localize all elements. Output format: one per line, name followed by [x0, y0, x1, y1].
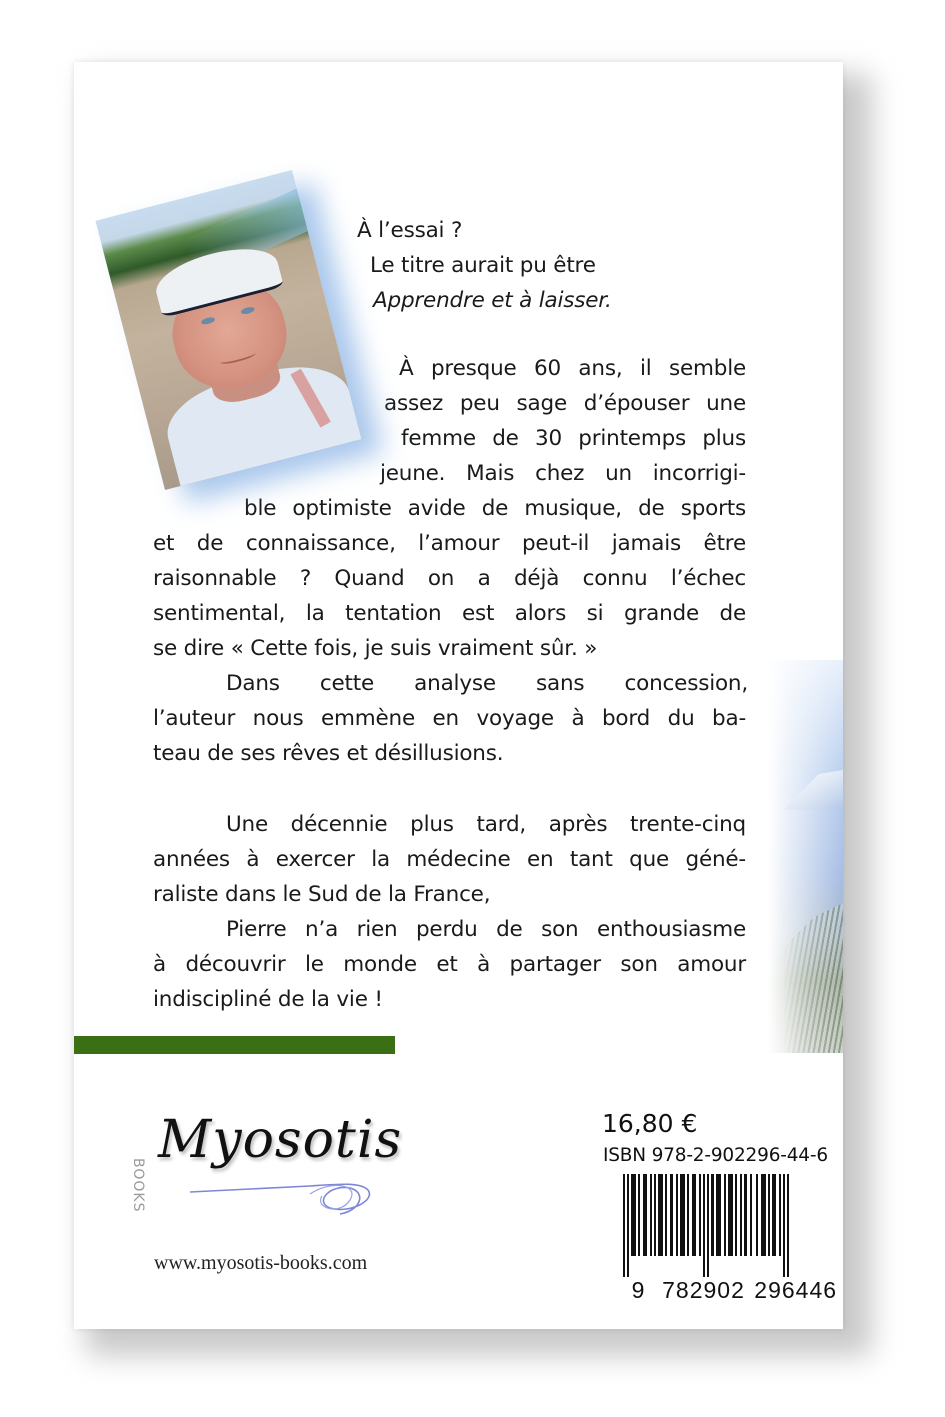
publisher-website-link[interactable]: www.myosotis-books.com: [154, 1252, 368, 1274]
price-label: 16,80 €: [602, 1109, 698, 1138]
green-accent-bar: [74, 1036, 395, 1054]
paragraph-1-line-8: sentimental, la tentation est alors si grande de: [153, 601, 746, 626]
paragraph-2-line-1: Dans cette analyse sans concession,: [226, 671, 748, 696]
paragraph-1-line-1: À presque 60 ans, il semble: [399, 356, 746, 381]
paragraph-1-line-5: ble optimiste avide de musique, de sports: [244, 496, 746, 521]
paragraph-1-line-6: et de connaissance, l’amour peut-il jamais être: [153, 531, 746, 556]
paragraph-1-line-9: se dire « Cette fois, je suis vraiment sûr. »: [153, 636, 598, 661]
barcode-digits: [601, 1250, 838, 1329]
intro-title-italic: Apprendre et à laisser.: [373, 288, 612, 313]
paragraph-4-line-3: indiscipliné de la vie !: [153, 987, 383, 1012]
logo-books-vertical: BOOKS: [130, 1158, 146, 1213]
isbn-label: ISBN 978-2-902296-44-6: [603, 1145, 828, 1166]
barcode-digits-right: 296446: [754, 1277, 838, 1303]
paragraph-2-line-3: teau de ses rêves et désillusions.: [153, 741, 504, 766]
paragraph-2-line-2: l’auteur nous emmène en voyage à bord du ba-: [153, 706, 746, 731]
paragraph-1-line-3: femme de 30 printemps plus: [401, 426, 746, 451]
paragraph-3-line-2: années à exercer la médecine en tant que géné-: [153, 847, 746, 872]
tree-foliage: [783, 903, 843, 1053]
paragraph-1-line-4: jeune. Mais chez un incorrigi-: [380, 461, 746, 486]
paragraph-1-line-7: raisonnable ? Quand on a déjà connu l’échec: [153, 566, 746, 591]
logo-wordmark: Myosotis: [158, 1110, 403, 1170]
landscape-image-strip: [768, 660, 843, 1053]
paragraph-1-line-2: assez peu sage d’épouser une: [384, 391, 746, 416]
paragraph-3-line-3: raliste dans le Sud de la France,: [153, 882, 491, 907]
intro-line-1: À l’essai ?: [357, 218, 463, 243]
paragraph-3-line-1: Une décennie plus tard, après trente-cinq: [226, 812, 746, 837]
intro-line-2: Le titre aurait pu être: [370, 253, 596, 278]
mountain-peak: [783, 770, 843, 810]
paragraph-4-line-2: à découvrir le monde et à partager son amour: [153, 952, 746, 977]
paragraph-4-line-1: Pierre n’a rien perdu de son enthousiasme: [226, 917, 746, 942]
logo-swirl-icon: [190, 1174, 390, 1224]
barcode-digit-prefix: 9: [631, 1277, 646, 1303]
publisher-logo: [130, 1102, 403, 1222]
barcode-digits-left: 782902: [662, 1277, 745, 1303]
